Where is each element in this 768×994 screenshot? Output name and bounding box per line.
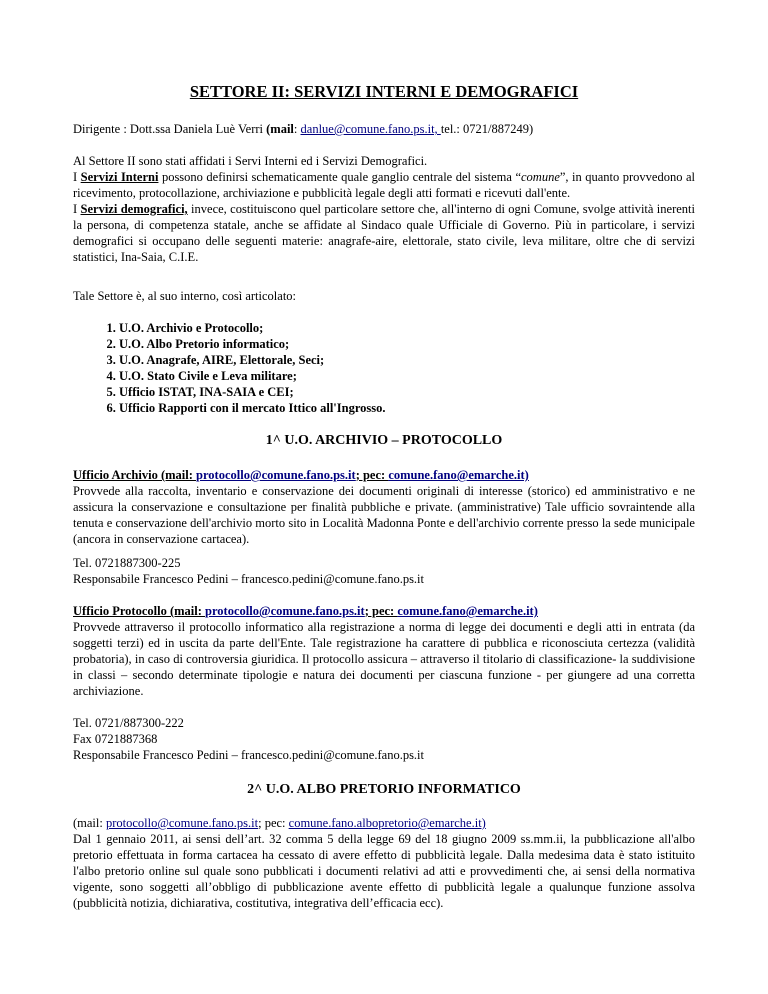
list-item: 6. Ufficio Rapporti con il mercato Ittico all'Ingrosso.	[119, 400, 695, 416]
section2-heading: 2^ U.O. ALBO PRETORIO INFORMATICO	[247, 782, 521, 797]
archivio-mail-link[interactable]: protocollo@comune.fano.ps.it	[196, 468, 356, 482]
archivio-pec-link[interactable]: comune.fano@emarche.it)	[388, 468, 529, 482]
section1-heading: 1^ U.O. ARCHIVIO – PROTOCOLLO	[265, 433, 503, 448]
albo-mail-link[interactable]: protocollo@comune.fano.ps.it	[105, 816, 259, 830]
list-item: 3. U.O. Anagrafe, AIRE, Elettorale, Seci;	[119, 352, 695, 368]
protocollo-block: Ufficio Protocollo (mail: protocollo@comune.fano.ps.it; pec: comune.fano@emarche.it) Provvede attraverso il protocollo informatico alla registrazione a norma di legge dei documenti e degli atti in entrata (da soggetti terzi) ed in uscita da parte dell'Ente. Tale registrazione ha carattere di pubblica e riconosciuta certezza (validità probatoria), in caso di controversia giuridica. Il protocollo assicura – attraverso il titolario di classificazione- la suddivisione in classi – secondo determinate tipologie e natura dei documenti per ciascuna funzione - per giungere ad una corretta archiviazione.	[73, 604, 695, 698]
albo-block: (mail: protocollo@comune.fano.ps.it; pec: comune.fano.albopretorio@emarche.it) Dal 1 gennaio 2011, ai sensi dell’art. 32 comma 5 della legge 69 del 18 giugno 2009 ss.mm.ii, la pubblicazione all'albo pretorio effettuata in forma cartacea ha cessato di avere effetto di pubblicità legale. Dalla medesima data è stato istituito l'albo pretorio online sul quale sono pubblicati i documenti relativi ad atti e provvedimenti che, ai sensi della normativa vigente, sono soggetti all’obbligo di pubblicazione avente effetto di pubblicità legale a qualunque funzione assolva (pubblicità notizia, dichiarativa, costitutiva, integrativa dell’efficacia ecc).	[73, 816, 695, 910]
archivio-block: Ufficio Archivio (mail: protocollo@comune.fano.ps.it; pec: comune.fano@emarche.it) Provvede alla raccolta, inventario e conservazione dei documenti originali di interesse (storico) ed amministrativo e ne assicura la conservazione e consultazione per finalità pubbliche e private. (amministrative) Tale ufficio sovraintende alla tenuta e conservazione dell'archivio morto sito in Località Madonna Ponte e dell'archivio corrente presso la sede municipale (ancora in conservazione cartacea).	[73, 468, 695, 546]
protocollo-pec-link[interactable]: comune.fano@emarche.it)	[397, 604, 538, 618]
intro-paragraph: Al Settore II sono stati affidati i Servi Interni ed i Servizi Demografici. I Servizi Interni possono definirsi schematicamente quale ganglio centrale del sistema “comune”, in quanto provvedono al ricevimento, protocollazione, archiviazione e pubblicità legale degli atti formati e ricevuti dall'ente. I Servizi demografici, invece, costituiscono quel particolare settore che, all'interno di ogni Comune, svolge attività inerenti la persona, di competenza statale, anche se affidate al Sindaco quale Ufficiale di Governo. Più in particolare, i servizi demografici si occupano delle seguenti materie: anagrafe-aire, elettorale, stato civile, leva militare, oltre che di servizi statistici, Ina-Saia, C.I.E.	[73, 154, 695, 264]
protocollo-mail-link[interactable]: protocollo@comune.fano.ps.it	[205, 604, 365, 618]
protocollo-contacts: Tel. 0721/887300-222 Fax 0721887368 Responsabile Francesco Pedini – francesco.pedini@comune.fano.ps.it	[73, 716, 425, 762]
list-item: 2. U.O. Albo Pretorio informatico;	[119, 336, 695, 352]
archivio-contacts: Tel. 0721887300-225 Responsabile Francesco Pedini – francesco.pedini@comune.fano.ps.it	[73, 556, 425, 586]
articolato-text: Tale Settore è, al suo interno, così articolato:	[73, 289, 297, 303]
list-item: 1. U.O. Archivio e Protocollo;	[119, 320, 695, 336]
page-title: SETTORE II: SERVIZI INTERNI E DEMOGRAFICI	[189, 82, 579, 101]
dirigente-line: Dirigente : Dott.ssa Daniela Luè Verri (mail: danlue@comune.fano.ps.it, tel.: 0721/887249)	[73, 122, 534, 136]
list-item: 4. U.O. Stato Civile e Leva militare;	[119, 368, 695, 384]
albo-pec-link[interactable]: comune.fano.albopretorio@emarche.it)	[288, 816, 486, 830]
dirigente-mail-link[interactable]: danlue@comune.fano.ps.it,	[300, 122, 441, 136]
list-item: 5. Ufficio ISTAT, INA-SAIA e CEI;	[119, 384, 695, 400]
units-list	[73, 320, 695, 416]
